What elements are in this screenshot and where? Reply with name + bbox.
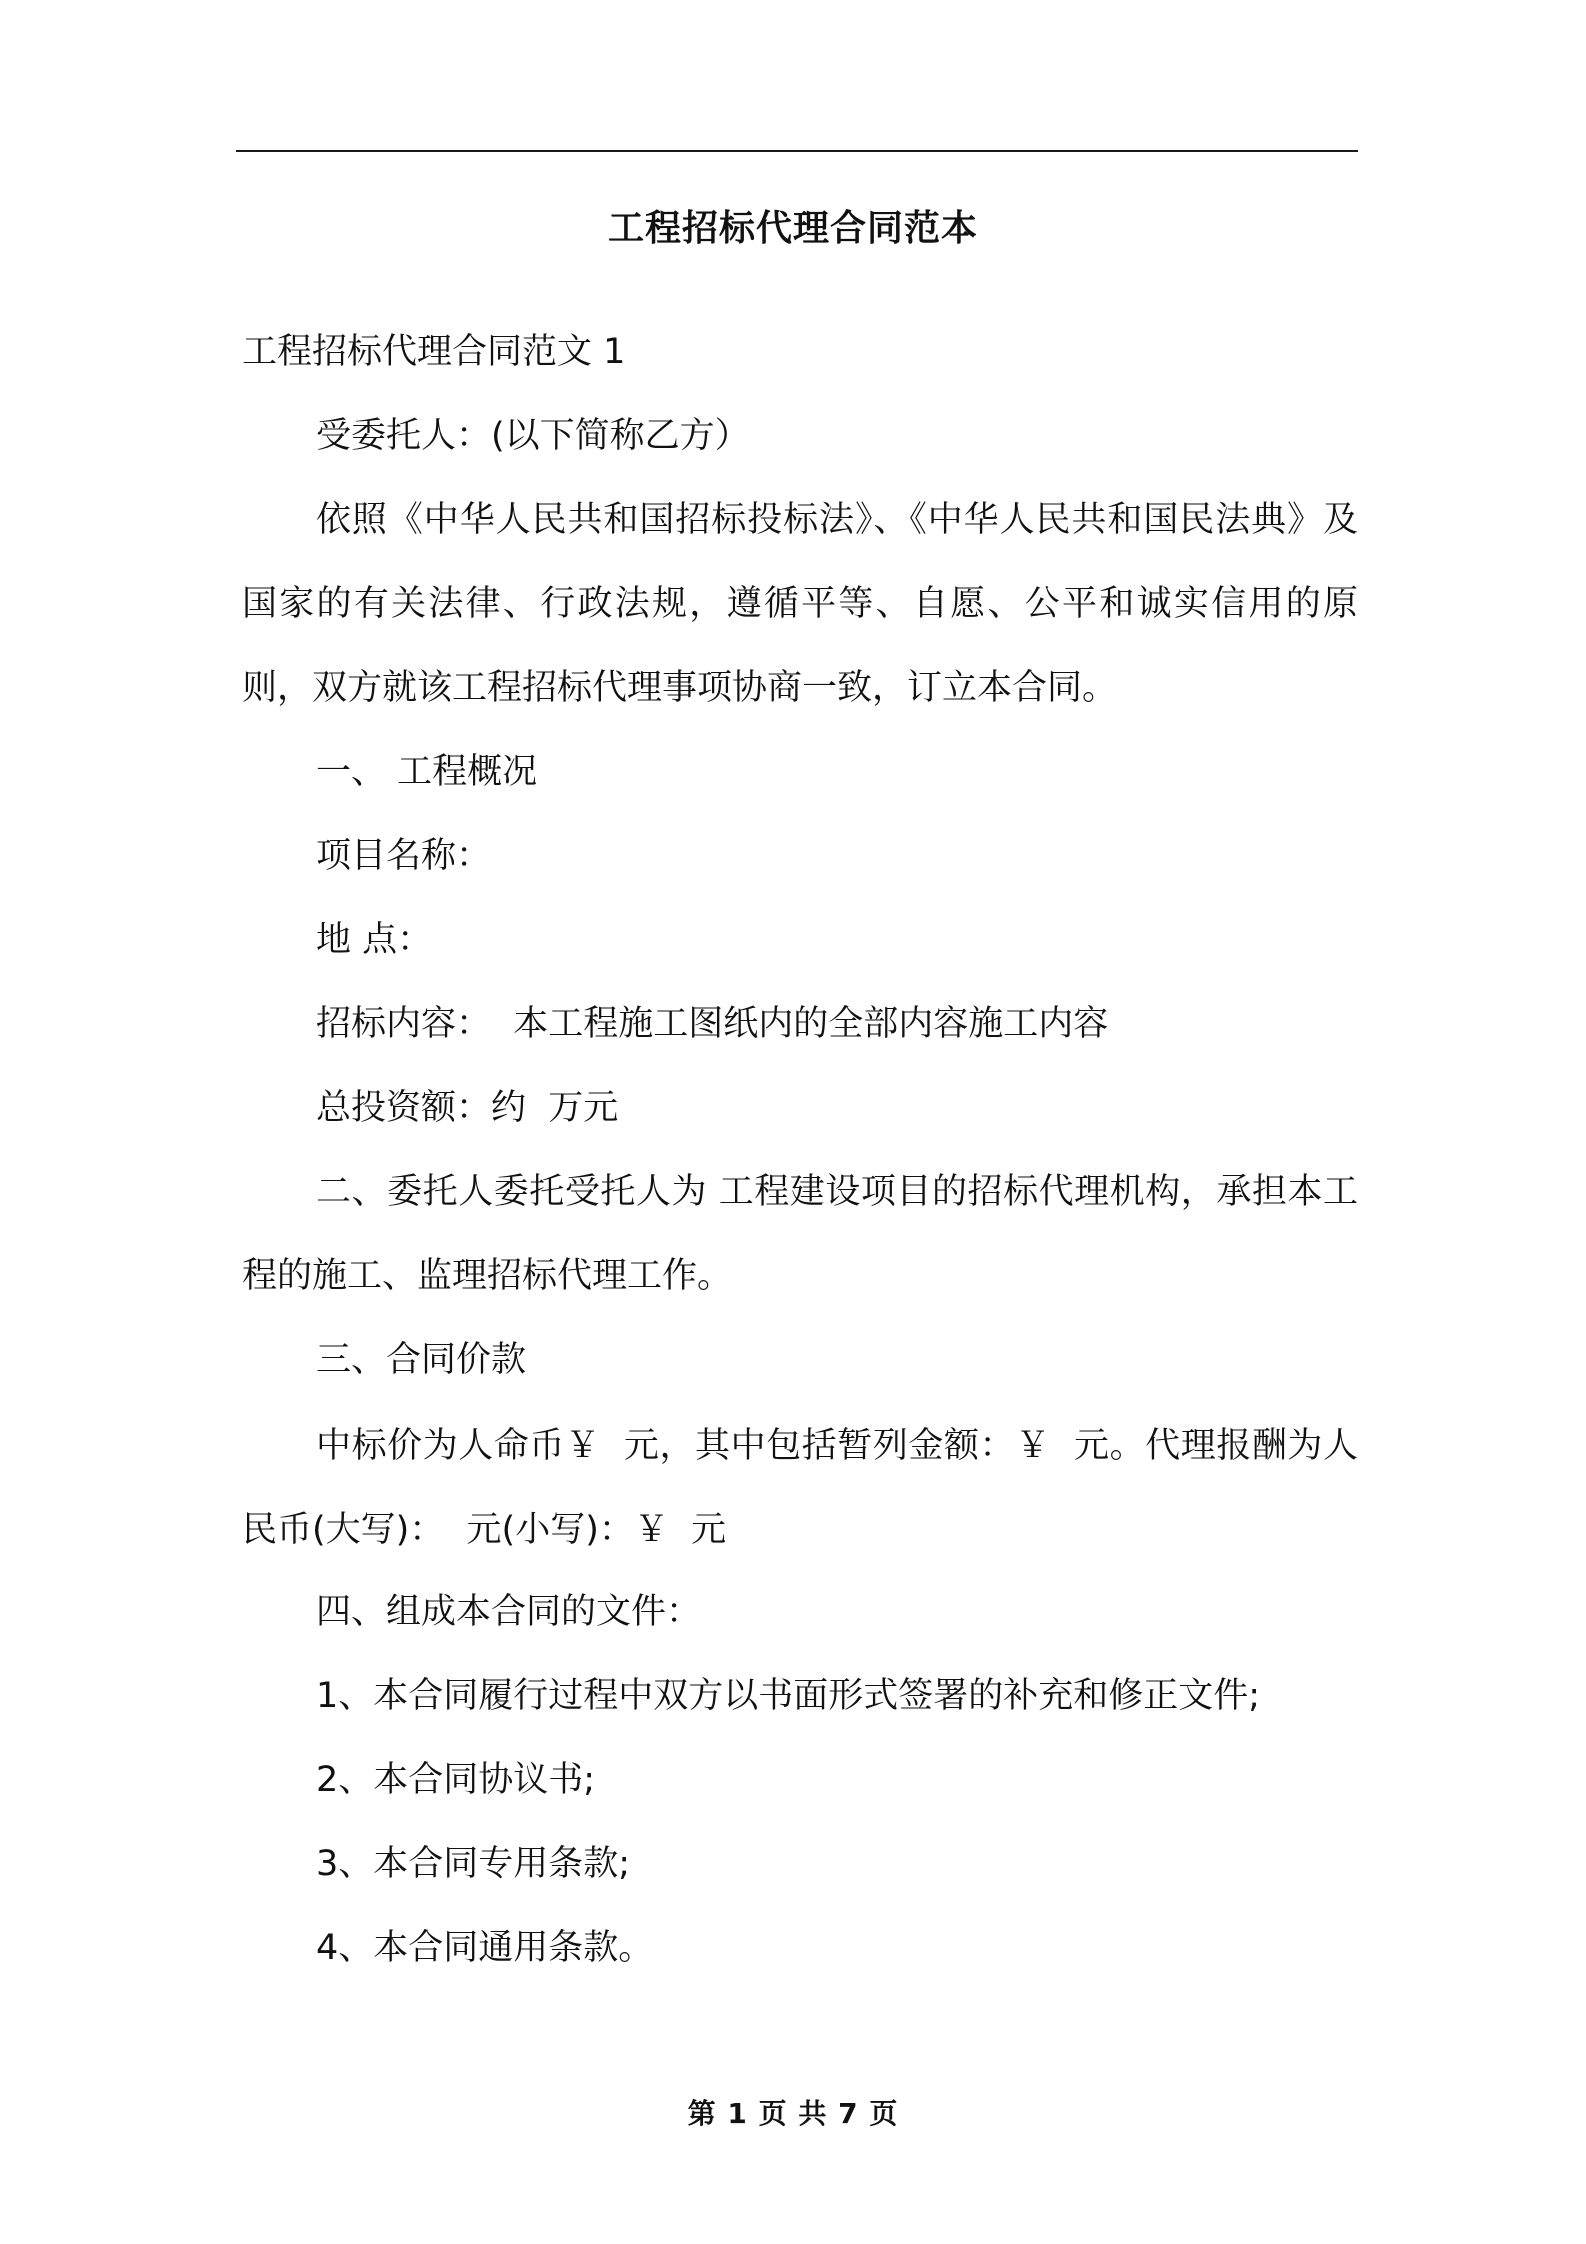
section2-paragraph: 二、委托人委托受托人为 工程建设项目的招标代理机构，承担本工程的施工、监理招标代理工作。 xyxy=(242,1172,1358,1296)
section4-heading: 四、组成本合同的文件： xyxy=(316,1592,702,1632)
intro-paragraph: 依照《中华人民共和国招标投标法》、《中华人民共和国民法典》及国家的有关法律、行政法规，遵循平等、自愿、公平和诚实信用的原则，双方就该工程招标代理事项协商一致，订立本合同。 xyxy=(242,500,1358,708)
bid-content-field: 招标内容： 本工程施工图纸内的全部内容施工内容 xyxy=(316,1004,1109,1044)
document-subtitle: 工程招标代理合同范文 1 xyxy=(242,332,626,372)
list-item: 2、本合同协议书; xyxy=(316,1760,596,1800)
page-indicator: 第 1 页 共 7 页 xyxy=(687,2097,899,2130)
project-name-field: 项目名称： xyxy=(316,836,492,876)
list-item: 4、本合同通用条款。 xyxy=(316,1928,654,1968)
list-item: 1、本合同履行过程中双方以书面形式签署的补充和修正文件; xyxy=(316,1676,1261,1716)
list-item: 3、本合同专用条款; xyxy=(316,1844,631,1884)
location-field: 地 点： xyxy=(316,920,433,960)
section1-heading: 一、 工程概况 xyxy=(316,752,538,792)
header-rule xyxy=(236,150,1358,152)
section3-heading: 三、合同价款 xyxy=(316,1340,527,1380)
trustee-line: 受委托人：(以下简称乙方） xyxy=(316,416,750,456)
section3-paragraph: 中标价为人命币￥ 元，其中包括暂列金额：￥ 元。代理报酬为人民币(大写)： 元(小写)：￥ 元 xyxy=(242,1426,1358,1550)
total-investment-field: 总投资额：约 万元 xyxy=(316,1088,619,1128)
document-title: 工程招标代理合同范本 xyxy=(607,208,978,249)
